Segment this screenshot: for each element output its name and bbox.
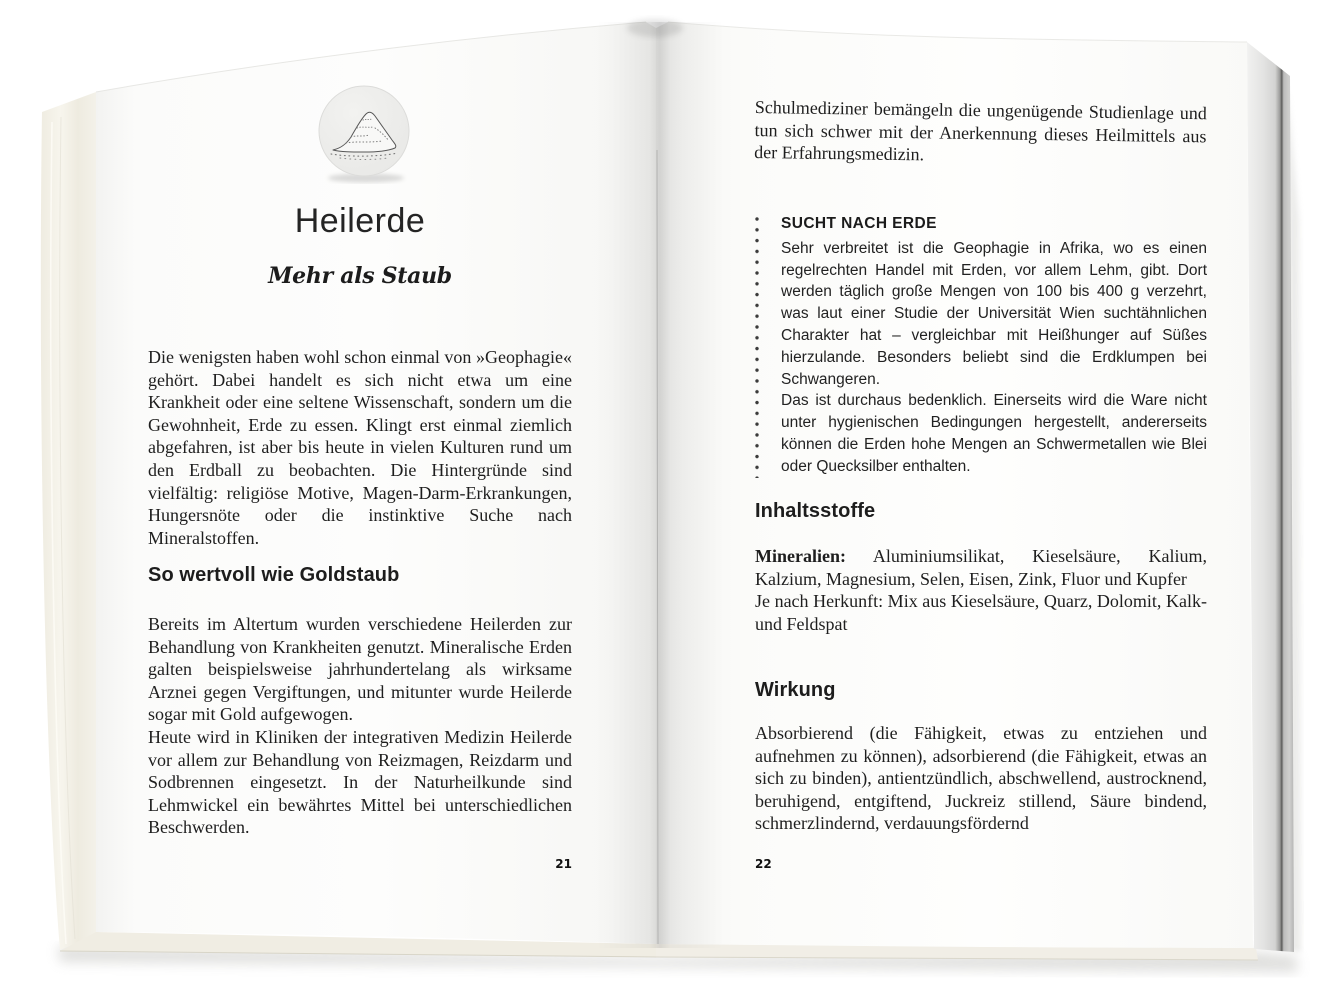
page-number-right: 22 — [755, 857, 772, 871]
infobox-heading: SUCHT NACH ERDE — [781, 215, 937, 232]
paragraph — [755, 545, 1207, 590]
right-intro-paragraph — [754, 96, 1207, 170]
paragraph: Die wenigsten haben wohl schon einmal von »Geophagie« gehört. Dabei handelt es sich nicht etwa um eine Krankheit oder eine seltene Wissenschaft, sondern um die Gewohnheit, Erde zu essen. Klingt erst einmal ziemlich abgefahren, ist aber bis heute in vielen Kulturen rund um den Erdball zu beobachten. Die Hintergründe sind vielfältig: religiöse Motive, Magen-Darm-Erkrankungen, Hungersnöte oder die instinktive Suche nach Mineralstoffen. — [148, 347, 572, 548]
paragraph: Heute wird in Kliniken der integrativen Medizin Heilerde vor allem zur Behandlung von Reizmagen, Reizdarm und Sodbrennen eingesetzt. In der Naturheilkunde sind Lehmwickel ein bewährtes Mittel bei unterschiedlichen Beschwerden. — [148, 726, 572, 838]
earth-powder-pile-icon — [316, 84, 412, 184]
infobox-paragraph: Sehr verbreitet ist die Geophagie in Afrika, wo es einen regelrechten Handel mit Erden, vor allem Lehm, gibt. Dort werden täglich große Mengen von 100 bis 400 g verzehrt, was laut einer Studie der Universität Wien suchtähnlichen Charakter hat – vergleichbar mit Heißhunger auf Süßes hierzulande. Besonders beliebt sind die Erdklumpen bei Schwangeren. — [781, 239, 1207, 388]
paragraph: Je nach Herkunft: Mix aus Kieselsäure, Quarz, Dolomit, Kalk- und Feldspat — [755, 591, 1207, 634]
section-heading-inhaltsstoffe: Inhaltsstoffe — [755, 500, 876, 522]
left-intro-paragraph — [148, 346, 572, 549]
section-heading-wirkung: Wirkung — [755, 679, 836, 701]
section-heading-goldstaub: So wertvoll wie Goldstaub — [148, 564, 400, 586]
effects-body — [755, 722, 1207, 835]
chapter-subtitle: Mehr als Staub — [268, 263, 452, 289]
left-section-body — [148, 613, 572, 839]
infobox-sucht-nach-erde — [755, 213, 1207, 478]
ingredients-body — [755, 545, 1207, 635]
minerals-list: Aluminiumsilikat, Kieselsäure, Kalium, Kalzium, Magnesium, Selen, Eisen, Zink, Fluor und Kupfer — [755, 546, 1207, 589]
infobox-content — [759, 213, 1207, 478]
page-number-left: 21 — [555, 857, 572, 871]
infobox-paragraph: Das ist durchaus bedenklich. Einerseits wird die Ware nicht unter hygienischen Bedingungen hergestellt, andererseits können die Erden hohe Mengen an Schwermetallen wie Blei oder Quecksilber enthalten. — [781, 392, 1207, 475]
chapter-icon — [316, 84, 412, 184]
paragraph: Schulmediziner bemängeln die ungenügende Studienlage und tun sich schwer mit der Anerkennung dieses Heilmittels aus der Erfahrungsmedizin. — [754, 96, 1207, 165]
paragraph: Bereits im Altertum wurden verschiedene Heilerden zur Behandlung von Krankheiten genutzt. Mineralische Erden galten beispielsweise jahrhundertelang als wirksame Arznei gegen Vergiftungen, und mitunter wurde Heilerde sogar mit Gold aufgewogen. — [148, 614, 572, 725]
chapter-title: Heilerde — [294, 202, 426, 240]
minerals-label: Mineralien: — [755, 546, 846, 566]
paragraph: Absorbierend (die Fähigkeit, etwas zu entziehen und aufnehmen zu können), adsorbierend (die Fähigkeit, etwas an sich zu binden), antientzündlich, abschwellend, austrocknend, beruhigend, entgiftend, Juckreiz stillend, Säure bindend, schmerzlindernd, verdauungsfördernd — [755, 723, 1207, 834]
